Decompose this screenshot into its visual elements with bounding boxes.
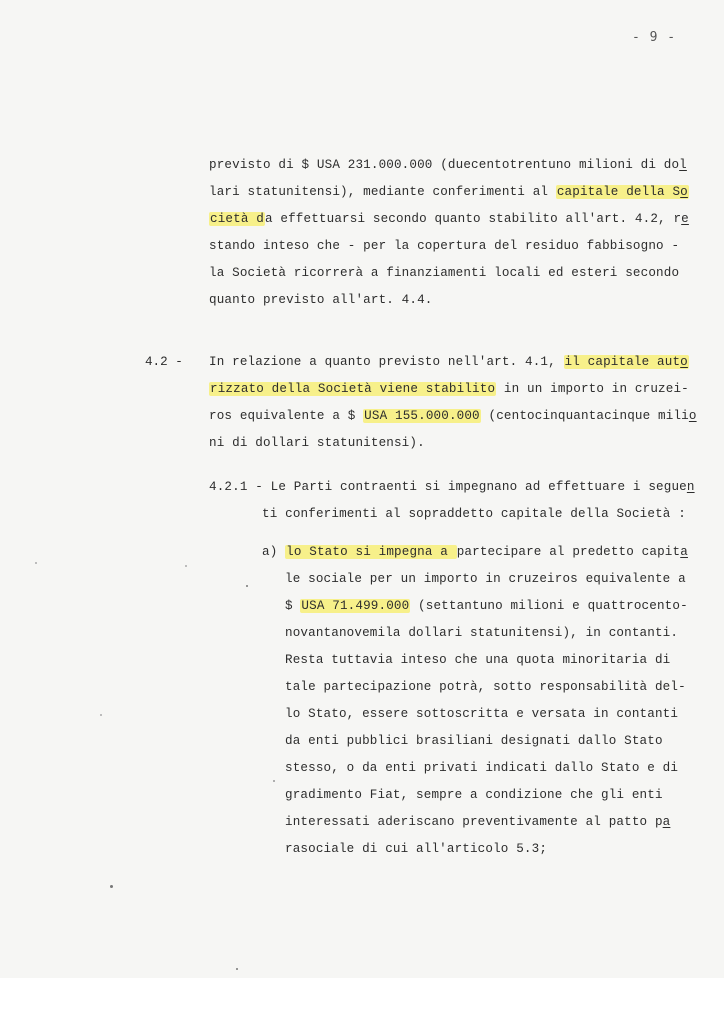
item-a-line-10: gradimento Fiat, sempre a condizione che gli enti (285, 788, 663, 802)
item-a-line-6: tale partecipazione potrà, sotto responsabilità del- (285, 680, 686, 694)
scan-speck (100, 714, 102, 716)
item-a-line-4: novantanovemila dollari statunitensi), in contanti. (285, 626, 679, 640)
highlight-societa-continuation: cietà d (210, 212, 264, 226)
section-4-2-1-line-1-underlined: n (686, 480, 695, 494)
item-a-line-11-text: interessati aderiscano preventivamente al patto p (285, 815, 663, 829)
highlight-rizzato-stabilito: rizzato della Società viene stabilito (210, 382, 496, 396)
section-4-2-line-3-text: ros equivalente a $ (209, 409, 364, 423)
item-a-line-11-underlined: a (662, 815, 671, 829)
section-4-2-line-3-underlined: o (688, 409, 697, 423)
item-a-marker: a) (262, 545, 286, 559)
item-a-line-12: rasociale di cui all'articolo 5.3; (285, 842, 548, 856)
intro-line-1 (209, 158, 687, 172)
highlight-capitale-societa (556, 185, 689, 199)
intro-line-1-text: previsto di $ USA 231.000.000 (duecentotrentuno milioni di do (209, 158, 680, 172)
highlight-capitale-autorizzato (564, 355, 689, 369)
scan-speck (185, 565, 187, 567)
section-4-2-line-3-text-b: (centocinquantacinque mili (480, 409, 689, 423)
intro-line-2-underlined: o (680, 185, 688, 199)
intro-line-5: la Società ricorrerà a finanziamenti locali ed esteri secondo (209, 266, 680, 280)
scan-speck (110, 885, 113, 888)
section-label-4-2: 4.2 - (145, 355, 183, 369)
item-a-line-3-text-b: (settantuno milioni e quattrocento- (410, 599, 688, 613)
highlight-usa-71: USA 71.499.000 (301, 599, 410, 613)
intro-line-2-text: lari statunitensi), mediante conferimenti al (209, 185, 556, 199)
scan-speck (35, 562, 37, 564)
section-4-2-line-2 (209, 382, 689, 396)
scan-speck (246, 585, 248, 587)
section-4-2-line-2-text: in un importo in cruzei- (496, 382, 689, 396)
item-a-line-1-text: partecipare al predetto capit (456, 545, 681, 559)
item-a-line-9: stesso, o da enti privati indicati dallo Stato e di (285, 761, 679, 775)
intro-line-1-underlined: l (679, 158, 687, 172)
section-4-2-line-1 (209, 355, 689, 369)
item-a-line-1 (262, 545, 688, 559)
section-4-2-line-1-underlined: o (680, 355, 688, 369)
item-a-line-8: da enti pubblici brasiliani designati dallo Stato (285, 734, 663, 748)
section-4-2-line-1-highlight-text: il capitale aut (564, 355, 681, 369)
section-4-2-line-3 (209, 409, 697, 423)
item-a-line-3 (285, 599, 688, 613)
item-a-line-1-underlined: a (680, 545, 688, 559)
intro-line-3-text: a effettuarsi secondo quanto stabilito all'art. 4.2, r (264, 212, 682, 226)
highlight-usa-155: USA 155.000.000 (364, 409, 480, 423)
highlight-lo-stato: lo Stato si impegna a (286, 545, 456, 559)
section-4-2-1-line-1 (209, 480, 695, 494)
intro-line-3-underlined: e (681, 212, 689, 226)
section-4-2-line-1-text: In relazione a quanto previsto nell'art. 4.1, (209, 355, 564, 369)
section-4-2-1-line-1-text: 4.2.1 - Le Parti contraenti si impegnano ad effettuare i segue (209, 480, 687, 494)
section-4-2-1-line-2: ti conferimenti al sopraddetto capitale della Società : (262, 507, 686, 521)
intro-line-3 (209, 212, 689, 226)
item-a-line-5: Resta tuttavia inteso che una quota minoritaria di (285, 653, 671, 667)
item-a-line-7: lo Stato, essere sottoscritta e versata in contanti (285, 707, 679, 721)
page-number: - 9 - (632, 30, 677, 45)
intro-line-2 (209, 185, 689, 199)
intro-line-4: stando inteso che - per la copertura del residuo fabbisogno - (209, 239, 680, 253)
scan-speck (273, 780, 275, 782)
item-a-line-11 (285, 815, 670, 829)
item-a-line-3-text: $ (285, 599, 301, 613)
scan-speck (236, 968, 238, 970)
item-a-line-2: le sociale per un importo in cruzeiros equivalente a (285, 572, 686, 586)
intro-line-6: quanto previsto all'art. 4.4. (209, 293, 433, 307)
section-4-2-line-4: ni di dollari statunitensi). (209, 436, 425, 450)
intro-line-2-highlight-text: capitale della S (556, 185, 681, 199)
